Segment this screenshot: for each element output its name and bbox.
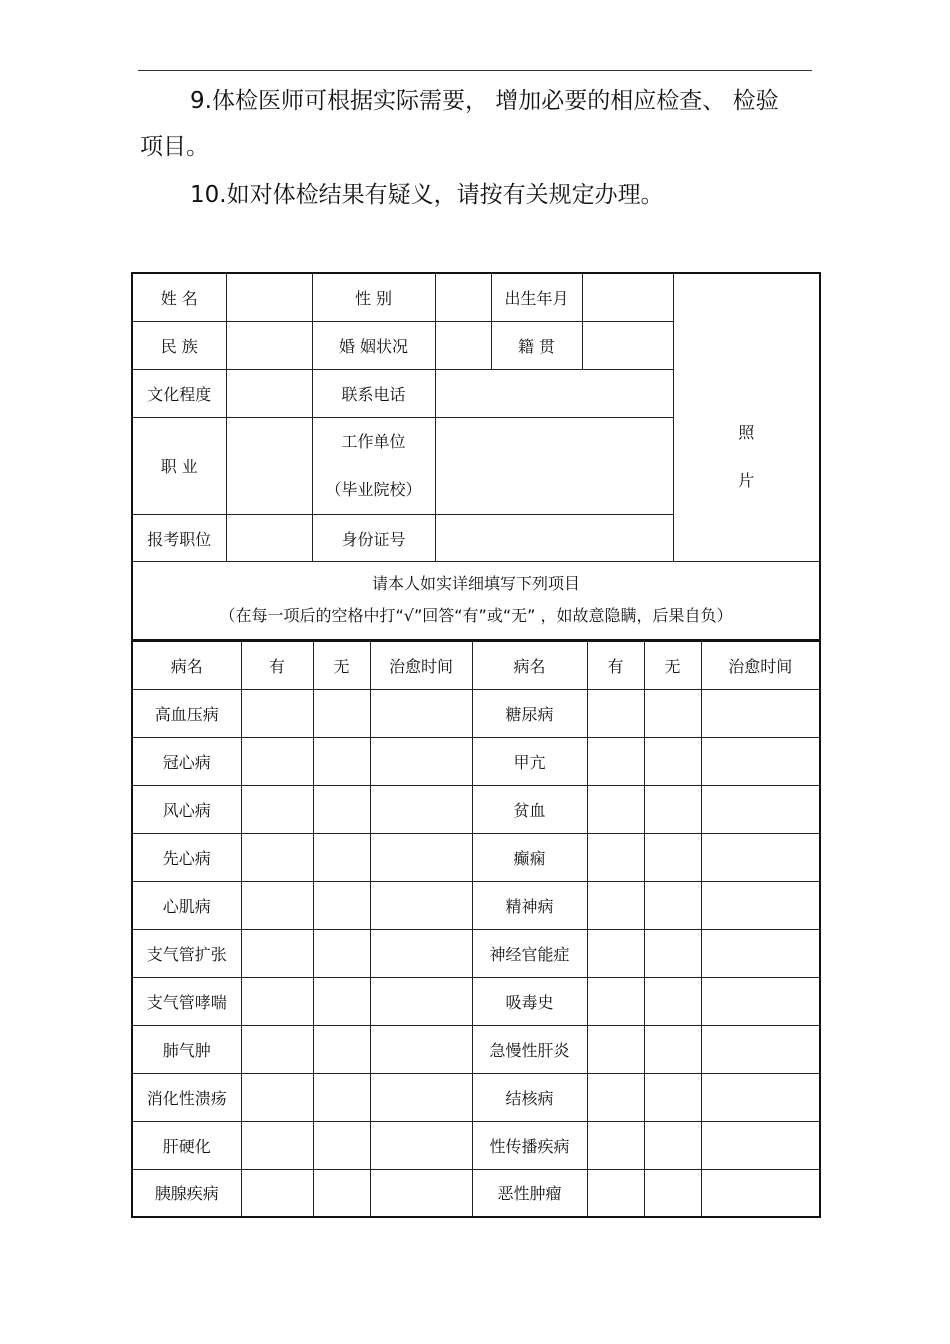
none-checkbox-left[interactable]	[313, 1025, 370, 1073]
has-checkbox-left[interactable]	[241, 1169, 313, 1217]
cure-time-right[interactable]	[701, 833, 820, 881]
has-checkbox-right[interactable]	[587, 689, 644, 737]
cure-time-left[interactable]	[370, 737, 472, 785]
cure-time-right[interactable]	[701, 977, 820, 1025]
table-row	[132, 737, 820, 785]
id-label: 身份证号	[312, 514, 435, 562]
none-checkbox-left[interactable]	[313, 1169, 370, 1217]
none-checkbox-left[interactable]	[313, 833, 370, 881]
cure-time-right[interactable]	[701, 881, 820, 929]
none-checkbox-left[interactable]	[313, 689, 370, 737]
disease-name-right: 贫血	[472, 785, 587, 833]
has-checkbox-left[interactable]	[241, 833, 313, 881]
none-checkbox-right[interactable]	[644, 977, 701, 1025]
position-field[interactable]	[226, 514, 312, 562]
table-row	[132, 785, 820, 833]
photo-label-1: 照	[738, 422, 755, 442]
disease-name-left: 风心病	[132, 785, 241, 833]
none-checkbox-right[interactable]	[644, 689, 701, 737]
cure-time-right[interactable]	[701, 1169, 820, 1217]
none-checkbox-right[interactable]	[644, 833, 701, 881]
cure-time-right[interactable]	[701, 1073, 820, 1121]
native-field[interactable]	[582, 321, 673, 369]
column-header: 病名	[132, 641, 241, 689]
column-header: 无	[313, 641, 370, 689]
has-checkbox-right[interactable]	[587, 737, 644, 785]
table-row	[132, 1025, 820, 1073]
has-checkbox-right[interactable]	[587, 1121, 644, 1169]
table-row	[132, 833, 820, 881]
table-row	[132, 929, 820, 977]
column-header: 无	[644, 641, 701, 689]
disease-name-left: 心肌病	[132, 881, 241, 929]
none-checkbox-right[interactable]	[644, 785, 701, 833]
ethnic-field[interactable]	[226, 321, 312, 369]
notice-banner	[133, 561, 819, 639]
has-checkbox-right[interactable]	[587, 1073, 644, 1121]
has-checkbox-right[interactable]	[587, 833, 644, 881]
header-row	[132, 641, 820, 689]
medical-history-table	[131, 640, 821, 1218]
none-checkbox-left[interactable]	[313, 737, 370, 785]
table-row	[132, 1073, 820, 1121]
ethnic-label: 民 族	[132, 321, 226, 369]
marital-field[interactable]	[435, 321, 491, 369]
disease-name-left: 高血压病	[132, 689, 241, 737]
employer-label-2: （毕业院校）	[325, 479, 422, 499]
disease-name-right: 恶性肿瘤	[472, 1169, 587, 1217]
occupation-field[interactable]	[226, 417, 312, 514]
item-9-line-1: 9.体检医师可根据实际需要， 增加必要的相应检查、 检验	[190, 88, 779, 114]
column-header: 治愈时间	[701, 641, 820, 689]
none-checkbox-left[interactable]	[313, 1121, 370, 1169]
birth-field[interactable]	[582, 273, 673, 321]
none-checkbox-left[interactable]	[313, 929, 370, 977]
has-checkbox-right[interactable]	[587, 1025, 644, 1073]
none-checkbox-right[interactable]	[644, 737, 701, 785]
gender-label: 性 别	[312, 273, 435, 321]
cure-time-right[interactable]	[701, 1025, 820, 1073]
disease-name-left: 先心病	[132, 833, 241, 881]
native-label: 籍 贯	[491, 321, 582, 369]
disease-name-left: 支气管哮喘	[132, 977, 241, 1025]
has-checkbox-left[interactable]	[241, 929, 313, 977]
has-checkbox-left[interactable]	[241, 689, 313, 737]
item-9-line-2: 项目。	[140, 134, 209, 160]
column-header: 有	[241, 641, 313, 689]
has-checkbox-left[interactable]	[241, 737, 313, 785]
education-field[interactable]	[226, 369, 312, 417]
cure-time-left[interactable]	[370, 689, 472, 737]
none-checkbox-left[interactable]	[313, 785, 370, 833]
cure-time-left[interactable]	[370, 881, 472, 929]
has-checkbox-left[interactable]	[241, 881, 313, 929]
has-checkbox-left[interactable]	[241, 977, 313, 1025]
cure-time-right[interactable]	[701, 929, 820, 977]
column-header: 治愈时间	[370, 641, 472, 689]
disease-name-right: 癫痫	[472, 833, 587, 881]
none-checkbox-left[interactable]	[313, 881, 370, 929]
cure-time-left[interactable]	[370, 977, 472, 1025]
disease-name-left: 肺气肿	[132, 1025, 241, 1073]
none-checkbox-right[interactable]	[644, 929, 701, 977]
name-label: 姓 名	[132, 273, 226, 321]
phone-label: 联系电话	[312, 369, 435, 417]
table-row	[132, 1121, 820, 1169]
name-field[interactable]	[226, 273, 312, 321]
cure-time-left[interactable]	[370, 1121, 472, 1169]
none-checkbox-left[interactable]	[313, 1073, 370, 1121]
has-checkbox-left[interactable]	[241, 1073, 313, 1121]
has-checkbox-right[interactable]	[587, 977, 644, 1025]
none-checkbox-right[interactable]	[644, 1121, 701, 1169]
gender-field[interactable]	[435, 273, 491, 321]
none-checkbox-right[interactable]	[644, 1025, 701, 1073]
disease-name-right: 性传播疾病	[472, 1121, 587, 1169]
cure-time-left[interactable]	[370, 833, 472, 881]
disease-name-left: 消化性溃疡	[132, 1073, 241, 1121]
table-row	[132, 977, 820, 1025]
disease-name-right: 精神病	[472, 881, 587, 929]
disease-name-right: 吸毒史	[472, 977, 587, 1025]
item-10: 10.如对体检结果有疑义，请按有关规定办理。	[190, 182, 664, 208]
disease-name-right: 甲亢	[472, 737, 587, 785]
disease-name-right: 糖尿病	[472, 689, 587, 737]
has-checkbox-right[interactable]	[587, 881, 644, 929]
cure-time-left[interactable]	[370, 1025, 472, 1073]
id-field[interactable]	[435, 514, 673, 562]
cure-time-right[interactable]	[701, 785, 820, 833]
disease-name-right: 结核病	[472, 1073, 587, 1121]
birth-label: 出生年月	[491, 273, 582, 321]
none-checkbox-right[interactable]	[644, 1073, 701, 1121]
table-row	[132, 881, 820, 929]
has-checkbox-right[interactable]	[587, 929, 644, 977]
phone-field[interactable]	[435, 369, 673, 417]
has-checkbox-right[interactable]	[587, 785, 644, 833]
has-checkbox-left[interactable]	[241, 1025, 313, 1073]
table-row	[132, 689, 820, 737]
has-checkbox-right[interactable]	[587, 1169, 644, 1217]
disease-name-right: 急慢性肝炎	[472, 1025, 587, 1073]
occupation-label: 职 业	[132, 417, 226, 514]
disease-name-left: 冠心病	[132, 737, 241, 785]
notice-line-2: （在每一项后的空格中打“√”回答“有”或“无” ，如故意隐瞒，后果自负）	[219, 606, 733, 625]
marital-label: 婚 姻状况	[312, 321, 435, 369]
cure-time-right[interactable]	[701, 1121, 820, 1169]
none-checkbox-right[interactable]	[644, 1169, 701, 1217]
has-checkbox-left[interactable]	[241, 785, 313, 833]
disease-name-right: 神经官能症	[472, 929, 587, 977]
position-label: 报考职位	[132, 514, 226, 562]
disease-name-left: 肝硬化	[132, 1121, 241, 1169]
cure-time-right[interactable]	[701, 737, 820, 785]
employer-label	[312, 417, 435, 514]
disease-name-left: 支气管扩张	[132, 929, 241, 977]
notice-line-1: 请本人如实详细填写下列项目	[371, 574, 580, 593]
header-rule	[138, 70, 812, 71]
cure-time-left[interactable]	[370, 1073, 472, 1121]
column-header: 病名	[472, 641, 587, 689]
has-checkbox-left[interactable]	[241, 1121, 313, 1169]
education-label: 文化程度	[132, 369, 226, 417]
cure-time-left[interactable]	[370, 785, 472, 833]
cure-time-right[interactable]	[701, 689, 820, 737]
column-header: 有	[587, 641, 644, 689]
photo-label-2: 片	[738, 470, 755, 490]
employer-field[interactable]	[435, 417, 673, 514]
cure-time-left[interactable]	[370, 1169, 472, 1217]
none-checkbox-right[interactable]	[644, 881, 701, 929]
disease-name-left: 胰腺疾病	[132, 1169, 241, 1217]
cure-time-left[interactable]	[370, 929, 472, 977]
table-row	[132, 1169, 820, 1217]
employer-label-1: 工作单位	[341, 431, 406, 451]
none-checkbox-left[interactable]	[313, 977, 370, 1025]
